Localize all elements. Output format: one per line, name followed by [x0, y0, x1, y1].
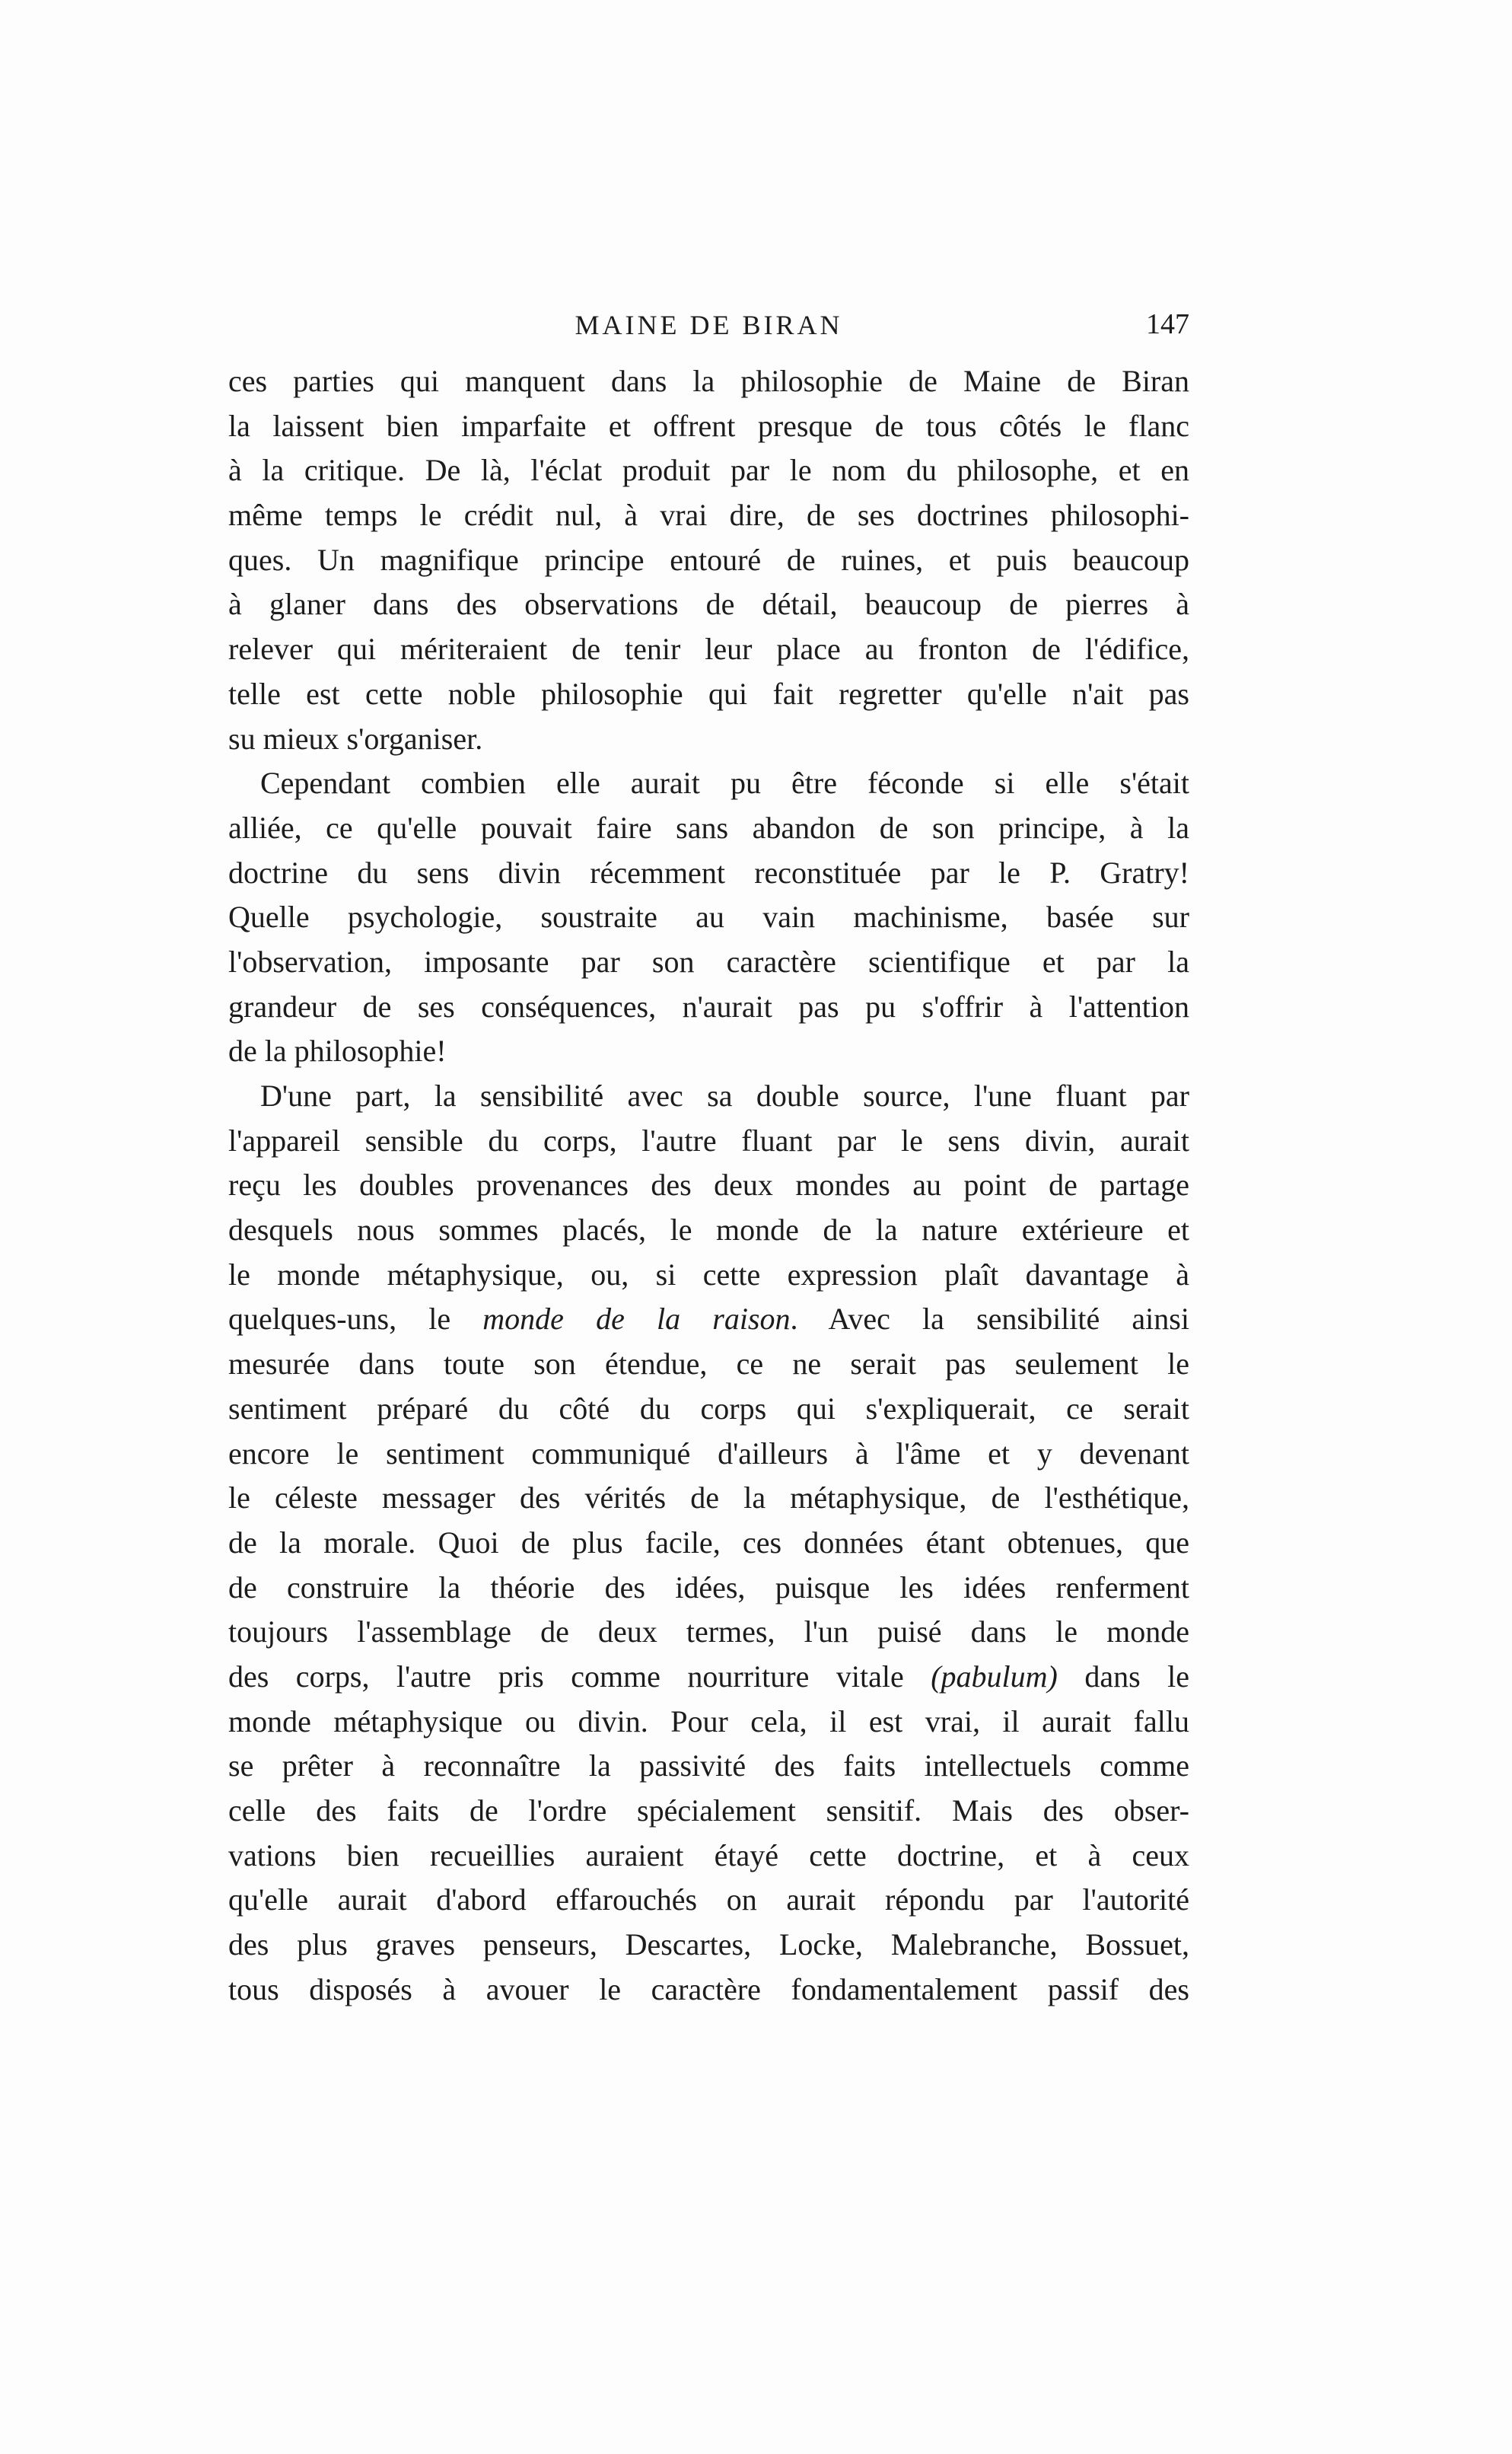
text-line: toujours l'assemblage de deux termes, l'un puisé dans le monde [228, 1614, 1189, 1649]
body-text [228, 359, 1189, 2012]
text-segment: des corps, l'autre pris comme nourriture vitale [228, 1659, 931, 1694]
paragraph [228, 359, 1189, 761]
text-line: reçu les doubles provenances des deux mondes au point de partage [228, 1168, 1189, 1203]
page-number: 147 [1146, 308, 1189, 340]
text-line: même temps le crédit nul, à vrai dire, de ses doctrines philosophi- [228, 498, 1189, 533]
text-line: de la morale. Quoi de plus facile, ces données étant obtenues, que [228, 1525, 1189, 1560]
text-line: se prêter à reconnaître la passivité des faits intellectuels comme [228, 1748, 1189, 1783]
text-line: Cependant combien elle aurait pu être féconde si elle s'était [260, 766, 1189, 801]
text-line: mesurée dans toute son étendue, ce ne serait pas seulement le [228, 1347, 1189, 1382]
text-line: le monde métaphysique, ou, si cette expression plaît davantage à [228, 1257, 1189, 1292]
text-line: de la philosophie! [228, 1034, 447, 1069]
text-line: ques. Un magnifique principe entouré de ruines, et puis beaucoup [228, 542, 1189, 577]
text-line: l'observation, imposante par son caractère scientifique et par la [228, 944, 1189, 979]
text-line [228, 1655, 1189, 1700]
text-line: ces parties qui manquent dans la philosophie de Maine de Biran [228, 364, 1189, 398]
text-line: telle est cette noble philosophie qui fait regretter qu'elle n'ait pas [228, 676, 1189, 711]
paragraph [228, 1074, 1189, 2012]
text-line: alliée, ce qu'elle pouvait faire sans abandon de son principe, à la [228, 810, 1189, 845]
text-line: à la critique. De là, l'éclat produit par le nom du philosophe, et en [228, 453, 1189, 488]
text-line: la laissent bien imparfaite et offrent presque de tous côtés le flanc [228, 408, 1189, 443]
italic-text: (pabulum) [931, 1659, 1058, 1694]
text-line: encore le sentiment communiqué d'ailleurs à l'âme et y devenant [228, 1436, 1189, 1471]
text-line: su mieux s'organiser. [228, 721, 483, 756]
text-line: monde métaphysique ou divin. Pour cela, il est vrai, il aurait fallu [228, 1703, 1189, 1739]
text-line: de construire la théorie des idées, puisque les idées renferment [228, 1570, 1189, 1605]
text-line: grandeur de ses conséquences, n'aurait pas pu s'offrir à l'attention [228, 989, 1189, 1024]
text-line: le céleste messager des vérités de la métaphysique, de l'esthétique, [228, 1480, 1189, 1515]
running-head-title: MAINE DE BIRAN [575, 310, 843, 340]
running-head [228, 304, 1189, 347]
text-line: Quelle psychologie, soustraite au vain machinisme, basée sur [228, 900, 1189, 935]
text-line: sentiment préparé du côté du corps qui s'expliquerait, ce serait [228, 1391, 1189, 1426]
text-line: qu'elle aurait d'abord effarouchés on aurait répondu par l'autorité [228, 1882, 1189, 1917]
text-line: doctrine du sens divin récemment reconstituée par le P. Gratry! [228, 855, 1189, 890]
text-segment: quelques-uns, le [228, 1302, 483, 1337]
text-line: desquels nous sommes placés, le monde de la nature extérieure et [228, 1213, 1189, 1248]
text-line [228, 1297, 1189, 1342]
text-line: à glaner dans des observations de détail, beaucoup de pierres à [228, 587, 1189, 622]
text-line: vations bien recueillies auraient étayé cette doctrine, et à ceux [228, 1837, 1189, 1872]
text-line: celle des faits de l'ordre spécialement sensitif. Mais des obser- [228, 1793, 1189, 1828]
paragraph [228, 761, 1189, 1074]
text-line: relever qui mériteraient de tenir leur place au fronton de l'édifice, [228, 632, 1189, 667]
text-line: D'une part, la sensibilité avec sa double source, l'une fluant par [260, 1079, 1189, 1113]
text-line: des plus graves penseurs, Descartes, Locke, Malebranche, Bossuet, [228, 1927, 1189, 1962]
text-line: l'appareil sensible du corps, l'autre fluant par le sens divin, aurait [228, 1123, 1189, 1158]
text-segment: dans le [1057, 1659, 1189, 1694]
italic-text: monde de la raison [482, 1302, 791, 1337]
text-line: tous disposés à avouer le caractère fondamentalement passif des [228, 1971, 1189, 2006]
text-segment: . Avec la sensibilité ainsi [790, 1302, 1189, 1337]
